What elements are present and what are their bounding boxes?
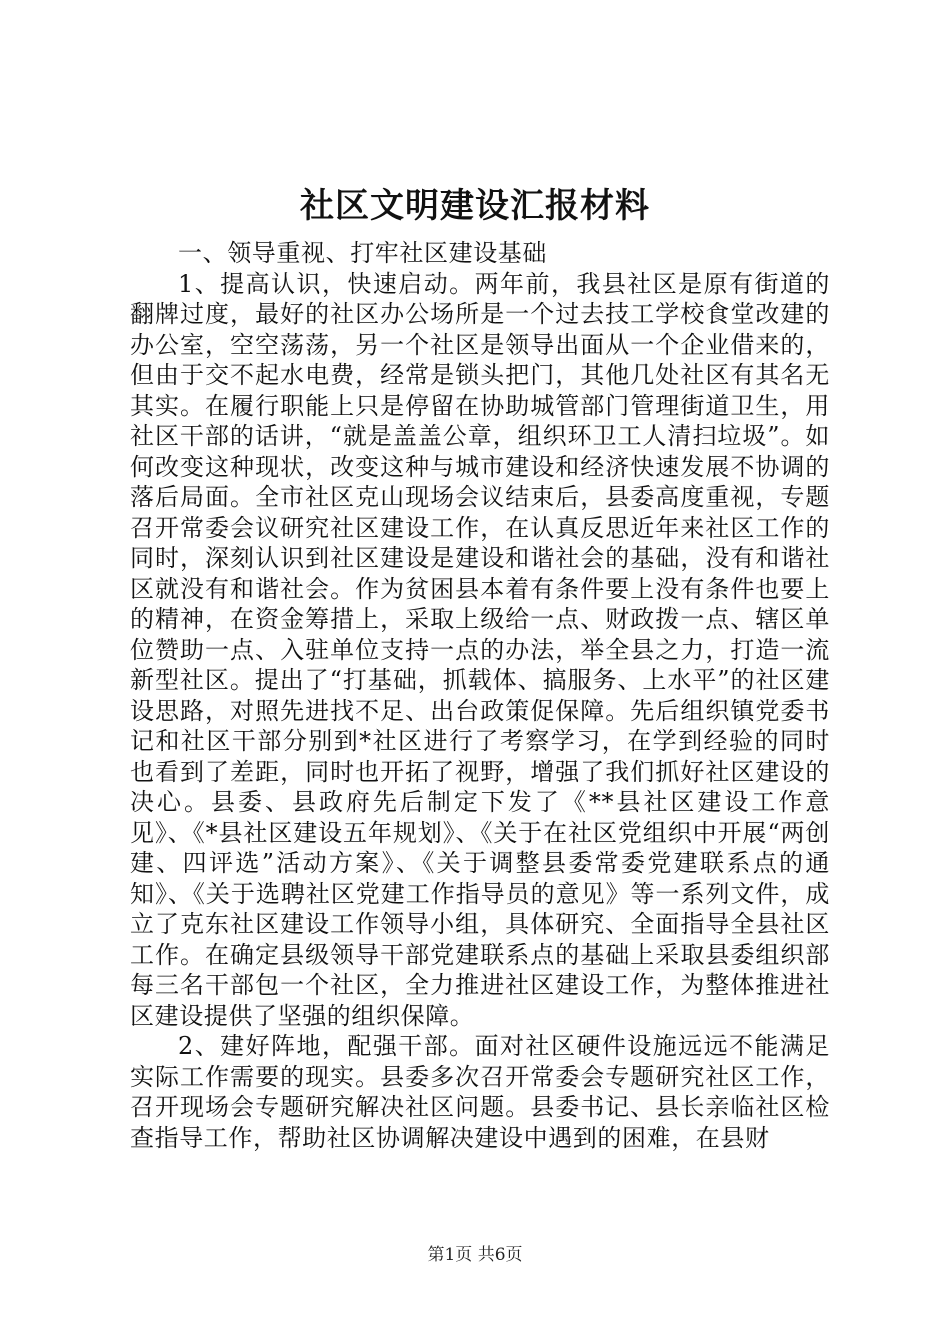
- body-paragraph: 1、提高认识，快速启动。两年前，我县社区是原有街道的翻牌过度，最好的社区办公场所是一个过去技工学校食堂改建的办公室，空空荡荡，另一个社区是领导出面从一个企业借来的，但由于交不起水电费，经常是锁头把门，其他几处社区有其名无其实。在履行职能上只是停留在协助城管部门管理街道卫生，用社区干部的话讲，“就是盖盖公章，组织环卫工人清扫垃圾”。如何改变这种现状，改变这种与城市建设和经济快速发展不协调的落后局面。全市社区克山现场会议结束后，县委高度重视，专题召开常委会议研究社区建设工作，在认真反思近年来社区工作的同时，深刻认识到社区建设是建设和谐社会的基础，没有和谐社区就没有和谐社会。作为贫困县本着有条件要上没有条件也要上的精神，在资金筹措上，采取上级给一点、财政拨一点、辖区单位赞助一点、入驻单位支持一点的办法，举全县之力，打造一流新型社区。提出了“打基础，抓载体、搞服务、上水平”的社区建设思路，对照先进找不足、出台政策促保障。先后组织镇党委书记和社区干部分别到*社区进行了考察学习，在学到经验的同时也看到了差距，同时也开拓了视野，增强了我们抓好社区建设的决心。县委、县政府先后制定下发了《**县社区建设工作意见》、《*县社区建设五年规划》、《关于在社区党组织中开展“两创建、四评选”活动方案》、《关于调整县委常委党建联系点的通知》、《关于选聘社区党建工作指导员的意见》等一系列文件，成立了克东社区建设工作领导小组，具体研究、全面指导全县社区工作。在确定县级领导干部党建联系点的基础上采取县委组织部每三名干部包一个社区，全力推进社区建设工作，为整体推进社区建设提供了坚强的组织保障。: [130, 269, 830, 1030]
- page-footer: [0, 1243, 950, 1267]
- section-heading: 一、领导重视、打牢社区建设基础: [178, 239, 547, 267]
- document-body: [130, 238, 830, 1153]
- page-title: 社区文明建设汇报材料: [300, 186, 650, 226]
- page-indicator: 第1页 共6页: [427, 1245, 523, 1265]
- body-paragraph: 2、建好阵地，配强干部。面对社区硬件设施远远不能满足实际工作需要的现实。县委多次召开常委会专题研究社区工作，召开现场会专题研究解决社区问题。县委书记、县长亲临社区检查指导工作，帮助社区协调解决建设中遇到的困难，在县财: [130, 1032, 830, 1152]
